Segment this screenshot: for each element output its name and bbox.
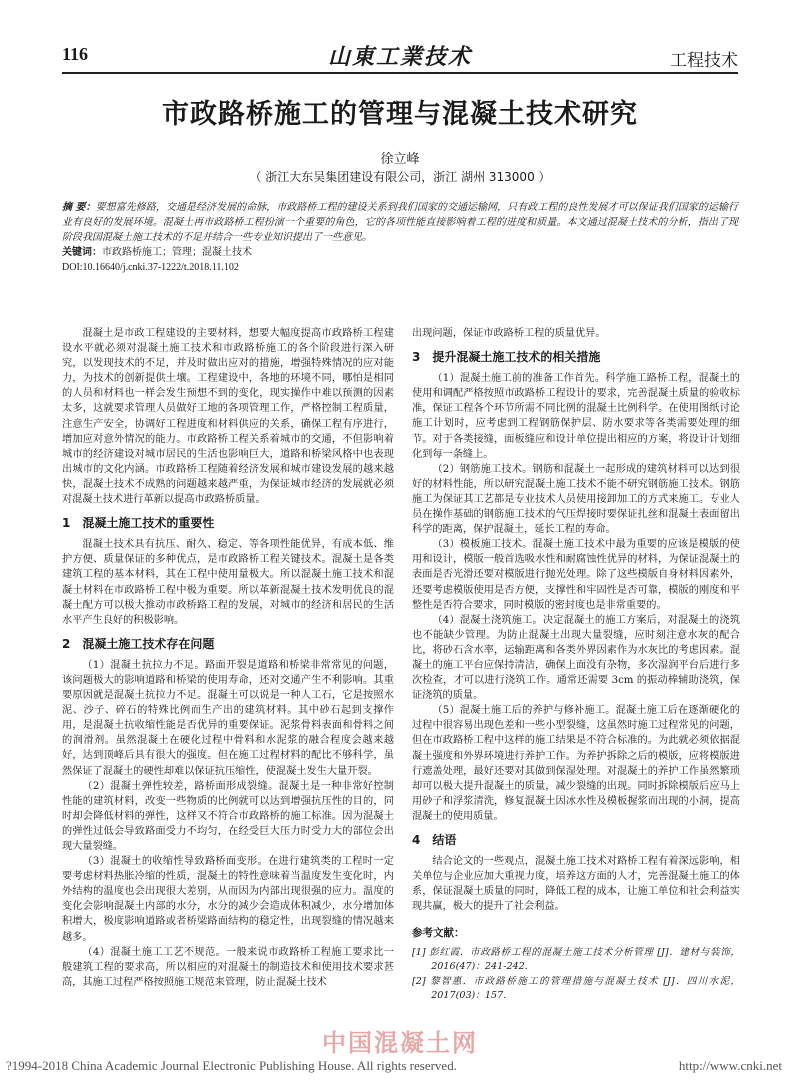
continued-paragraph: 出现问题，保证市政路桥工程的质量优异。 (412, 328, 606, 339)
measure-4-paragraph: （4）混凝土浇筑施工。决定混凝土的施工方案后，对混凝土的浇筑也不能缺少管理。为防止混凝土出现大量裂缝，应时刻注意水灰的配合比，将砂石含水率，运输距离和各类外界因素作为水灰比的考虑因素。混凝土的施工平台应保持清洁，确保上面没有杂物，多次湿润平台后进行多次检查，才可以进行浇筑工作。通常还需要 3cm 的振动棒辅助浇筑，保证浇筑的质量。 (412, 614, 740, 702)
heading-1 (62, 516, 394, 531)
keywords-text: 市政路桥施工；管理；混凝土技术 (102, 247, 252, 258)
heading-1-number: 1 (62, 516, 71, 531)
page-number: 116 (62, 44, 89, 64)
problem-4-paragraph: （4）混凝土施工工艺不规范。一般来说市政路桥工程施工要求比一般建筑工程的要求高，所以相应的对混凝土的制造技术和使用技术要求甚高，其施工过程严格按照施工规范来管理，防止混凝土技术 (62, 946, 394, 988)
heading-4 (412, 833, 740, 848)
intro-paragraph: 混凝土是市政工程建设的主要材料，想要大幅度提高市政路桥工程建设水平就必须对混凝土施工技术和市政路桥施工的各个阶段进行深入研究，以发现技术的不足，并及时做出应对的措施，增强特殊情况的应对能力，为技术的创新提供土壤。工程建设中，各地的环境不同，哪怕是相同的人员和材料也一样会发生预想不到的变化，现实操作中难以预测的因素太多，这就要求管理人员做好工地的各项管理工作，严格控制工程质量，注意生产安全，协调好工程进度和材料供应的关系，确保工程有序进行，增加应对意外情况的能力。市政路桥工程关系着城市的交通，不但影响着城市的经济建设对城市居民的生活也影响巨大，道路和桥梁风格中也表现出城市的文化内涵。市政路桥工程随着经济发展和城市建设发展的越来越快，混凝土技术不成熟的问题越来越严重，为保证城市经济的发展就必须对混凝土技术进行革新以提高市政路桥质量。 (62, 328, 394, 506)
journal-name: 山東工業技术 (327, 44, 472, 70)
abstract-block (62, 200, 738, 275)
author-name: 徐立峰 (380, 152, 420, 167)
measure-1-paragraph: （1）混凝土施工前的准备工作首先。科学施工路桥工程，混凝土的使用和调配严格按照市政路桥工程设计的要求，完善混凝土质量的验收标准，保证工程各个环节所需不同比例的混凝土比例科学。在使用图纸讨论施工计划时，应考虑到工程钢筋保护层、防水要求等各类需要处理的细节。对于各类接缝，面板缝应和设计单位提出相应的方案，将设计计划细化到每一条缝上。 (412, 373, 740, 460)
right-column (412, 326, 740, 1004)
heading-3-text: 提升混凝土施工技术的相关措施 (432, 350, 601, 365)
section-label: 工程技术 (670, 51, 738, 71)
keywords (62, 245, 738, 260)
author-affiliation: （ 浙江大东吴集团建设有限公司，浙江 湖州 313000 ） (249, 170, 551, 184)
heading-3-number: 3 (412, 350, 421, 365)
section-1-paragraph: 混凝土技术具有抗压、耐久、稳定、等各项性能优异，有成本低、维护方便、质量保证的多种优点，是市政路桥工程关键技术。混凝土是各类建筑工程的基本材料，其在工程中使用量极大。所以混凝土施工技术和混凝土材料在市政路桥工程中极为重要。所以革新混凝土技术发明优良的混凝土配方可以极大推动市政桥路工程的发展，对城市的经济和居民的生活水平产生良好的积极影响。 (62, 539, 394, 626)
abstract-text: 要想富先修路，交通是经济发展的命脉，市政路桥工程的建设关系到我们国家的交通运输网，只有政工程的良性发展才可以保证我们国家的运输行业有良好的发展环境。混凝土再市政路桥工程扮演一个重要的角色，它的各项性能直接影响着工程的进度和质量。本文通过混凝土技术的分析，指出了现阶段我国混凝土施工技术的不足并结合一些专业知识提出了一些意见。 (62, 202, 739, 243)
footer-url[interactable]: http://www.cnki.net (678, 1058, 782, 1073)
measure-2-paragraph: （2）钢筋施工技术。钢筋和混凝土一起形成的建筑材料可以达到很好的材料性能，所以研究混凝土施工技术不能不研究钢筋施工技术。钢筋施工为保证其工艺都是专业技术人员使用接卸加工的方式来施工。专业人员在操作基础的钢筋施工技术的气压焊接时要保证扎丝和混凝土表面留出科学的距离，保护混凝土，延长工程的寿命。 (412, 463, 740, 536)
heading-1-text: 混凝土施工技术的重要性 (82, 516, 215, 531)
heading-2 (62, 637, 394, 652)
heading-4-text: 结语 (432, 833, 457, 847)
measure-3-paragraph: （3）模板施工技术。混凝土施工技术中最为重要的应该是模版的使用和设计，模版一般首选吸水性和耐腐蚀性优异的材料，为保证混凝土的表面是否光滑还要对模版进行抛光处理。除了这些模版自身材料因素外，还要考虑模版使用是否方便，支撑性和牢固性是否可靠，模版的刚度和平整性是否符合要求，同时模版的密封度也是非常重要的。 (412, 539, 740, 611)
abstract (62, 200, 738, 245)
footer-copyright: ?1994-2018 China Academic Journal Electronic Publishing House. All rights reserved. (6, 1058, 457, 1073)
problem-2-paragraph: （2）混凝土弹性较差，路桥面形成裂缝。混凝土是一种非常好控制性能的建筑材料，改变一些物质的比例就可以达到增强抗压性的目的，同时却会降低材料的弹性，这样又不符合市政路桥的施工标准。因为混凝土的弹性过低会导致路面受力不均匀，在经受巨大压力时受力大的部位会出现大量裂缝。 (62, 780, 394, 852)
reference-item: [1] 彭红霞．市政路桥工程的混凝土施工技术分析管理 [J]．建材与装饰，2016(47)：241-242. (412, 946, 740, 973)
heading-3 (412, 350, 740, 365)
doi: DOI:10.16640/j.cnki.37-1222/t.2018.11.102 (62, 262, 239, 273)
heading-4-number: 4 (412, 833, 421, 847)
article-title: 市政路桥施工的管理与混凝土技术研究 (162, 99, 638, 130)
problem-3-paragraph: （3）混凝土的收缩性导致路桥面变形。在进行建筑类的工程时一定要考虑材料热胀冷缩的性质，混凝土的特性意味着当温度发生变化时，内外结构的温度也会出现很大差别，从而因为内部出现很强的应力。温度的变化会影响混凝土内部的水分，水分的减少会造成体积减少，水分增加体积增大，极度影响道路或者桥梁路面结构的稳定性，出现裂缝的情况越来越多。 (62, 856, 394, 943)
problem-1-paragraph: （1）混凝土抗拉力不足。路面开裂是道路和桥梁非常常见的问题，该问题极大的影响道路和桥梁的使用寿命，还对交通产生不利影响。其重要原因就是混凝土抗拉力不足。混凝土可以说是一种人工石，它是按照水泥、沙子、碎石的特殊比例而生产出的建筑材料。其中砂石起到支撑作用，是混凝土抗收缩性能是否优异的重要保证。泥浆骨料表面和骨料之间的润滑剂。虽然混凝土在硬化过程中骨料和水泥浆的融合程度会越来越好，达到顶峰后具有很大的强度。但在施工过程材料的配比不够科学，虽然保证了混凝土的硬性却难以保证抗压缩性，使混凝土发生大量开裂。 (62, 659, 394, 777)
watermark: 中国混凝土网 (322, 1029, 478, 1057)
keywords-label: 关键词： (62, 247, 102, 258)
reference-item: [2] 黎智惠．市政路桥施工的管理措施与混凝土技术 [J]．四川水泥，2017(03)：157. (412, 975, 740, 1002)
measure-5-paragraph: （5）混凝土施工后的养护与修补施工。混凝土施工后在逐渐硬化的过程中很容易出现色差和一些小型裂缝，这虽然时施工过程常见的问题，但在市政路桥工程中这样的施工结果是不符合标准的。为此就必须依据混凝土强度和外界环境进行养护工作。为养护拆除之后的模版，应将模版进行遮盖处理，最好还要对其做到保湿处理。对混凝土的养护工作虽然繁琐却可以极大提升混凝土的质量，减少裂缝的出现。同时拆除模版后应马上用砂子和浮浆清洗，修复混凝土因冰水性及模板握浆而出现的小洞，提高混凝土的使用质量。 (412, 705, 740, 822)
page-header (62, 40, 738, 74)
heading-2-number: 2 (62, 636, 71, 651)
conclusion-paragraph: 结合论文的一些观点，混凝土施工技术对路桥工程有着深远影响，相关单位与企业应加大重视力度，培养这方面的人才，完善混凝土施工的体系，保证混凝土质量的同时，降低工程的成本，让施工单位和社会利益实现共赢，极大的提升了社会利益。 (412, 856, 740, 913)
left-column (62, 326, 394, 990)
heading-2-text: 混凝土施工技术存在问题 (82, 636, 215, 651)
abstract-label: 摘 要： (62, 202, 96, 213)
references-title: 参考文献： (412, 927, 465, 940)
